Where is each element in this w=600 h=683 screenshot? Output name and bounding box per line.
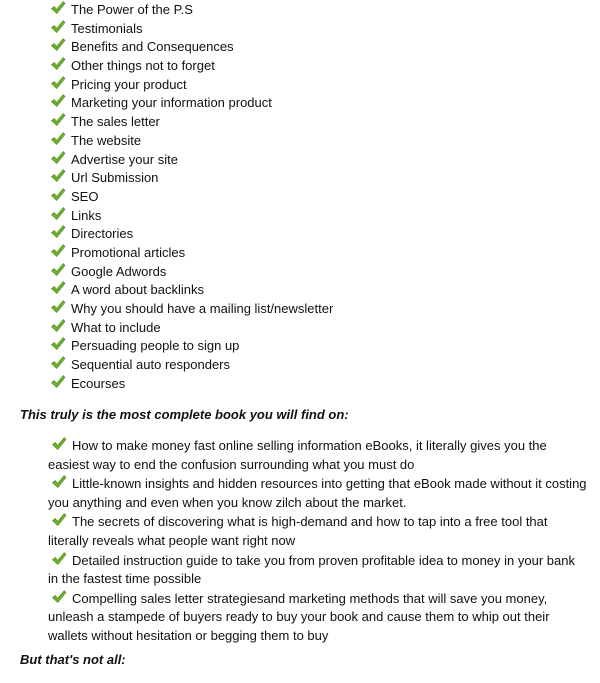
list-item	[50, 112, 333, 131]
list-item-label: Other things not to forget	[71, 58, 215, 74]
list-item	[50, 318, 333, 337]
checkmark-icon	[50, 336, 66, 352]
checkmark-icon	[50, 187, 66, 203]
checkmark-icon	[50, 0, 66, 16]
list-item-label: Marketing your information product	[71, 95, 272, 111]
list-item	[50, 187, 333, 206]
list-item	[50, 75, 333, 94]
checkmark-icon	[50, 262, 66, 278]
list-item-label: A word about backlinks	[71, 282, 204, 298]
list-item-label: The Power of the P.S	[71, 2, 193, 17]
list-item	[50, 150, 333, 169]
list-item-label: Google Adwords	[71, 263, 167, 279]
list-item	[50, 56, 333, 75]
list-item-label: Benefits and Consequences	[71, 39, 234, 55]
list-item	[50, 280, 333, 299]
checkmark-icon	[51, 551, 67, 567]
list-item-label: The sales letter	[71, 114, 160, 130]
list-item-text: How to make money fast online selling information eBooks, it literally gives you the easiest way to end the confusion surrounding what you must do	[48, 438, 547, 472]
list-item-label: Url Submission	[71, 170, 159, 186]
checkmark-icon	[51, 512, 67, 528]
list-item-text: Compelling sales letter strategiesand marketing methods that will save you money, unleash a stampede of buyers ready to buy your book and cause them to whip out their wallets without hesitation or begging them to buy	[48, 590, 550, 643]
list-item-label: Pricing your product	[71, 76, 187, 92]
list-item	[48, 436, 588, 474]
list-item	[50, 224, 333, 243]
checkmark-icon	[51, 474, 67, 490]
checkmark-icon	[50, 374, 66, 390]
list-item	[50, 299, 333, 318]
list-item	[50, 0, 333, 19]
checkmark-icon	[50, 318, 66, 334]
list-item-label: Links	[71, 207, 102, 223]
list-item	[50, 93, 333, 112]
list-item-label: Why you should have a mailing list/newsletter	[71, 301, 334, 316]
checkmark-icon	[51, 589, 67, 605]
checkmark-icon	[50, 243, 66, 259]
checkmark-icon	[50, 355, 66, 371]
list-item-label: Sequential auto responders	[71, 357, 231, 373]
list-item-label: Persuading people to sign up	[71, 338, 240, 354]
list-item-label: Promotional articles	[71, 244, 186, 260]
list-item	[50, 336, 333, 355]
list-item	[50, 37, 333, 56]
list-item	[48, 512, 588, 550]
benefit-list	[48, 436, 588, 646]
list-item-label: Advertise your site	[71, 151, 178, 167]
list-item-label: SEO	[71, 188, 99, 204]
list-item	[48, 474, 588, 512]
list-item-text: Little-known insights and hidden resources into getting that eBook made without it costing you anything and even when you know zilch about the market.	[48, 476, 587, 510]
list-item-text: The secrets of discovering what is high-demand and how to tap into a free tool that literally reveals what people want right now	[48, 514, 548, 548]
checkmark-icon	[50, 112, 66, 128]
list-item	[50, 262, 333, 281]
checkmark-icon	[50, 56, 66, 72]
checkmark-icon	[50, 37, 66, 53]
list-item	[50, 131, 333, 150]
list-item	[50, 355, 333, 374]
section-heading: But that's not all:	[20, 652, 126, 667]
checkmark-icon	[50, 206, 66, 222]
section-heading: This truly is the most complete book you will find on:	[20, 407, 349, 422]
checkmark-icon	[50, 224, 66, 240]
checkmark-icon	[50, 75, 66, 91]
checkmark-icon	[50, 93, 66, 109]
list-item	[50, 243, 333, 262]
checkmark-icon	[51, 436, 67, 452]
list-item	[50, 19, 333, 38]
checkmark-icon	[50, 168, 66, 184]
checkmark-icon	[50, 19, 66, 35]
topic-checklist	[50, 0, 333, 392]
list-item	[50, 374, 333, 393]
list-item-label: Ecourses	[71, 375, 126, 391]
list-item-label: What to include	[71, 319, 161, 335]
checkmark-icon	[50, 299, 66, 315]
list-item	[48, 551, 588, 589]
checkmark-icon	[50, 150, 66, 166]
list-item-label: Testimonials	[71, 20, 143, 36]
checkmark-icon	[50, 131, 66, 147]
list-item	[50, 206, 333, 225]
list-item-label: Directories	[71, 226, 134, 242]
list-item-label: The website	[71, 132, 142, 148]
checkmark-icon	[50, 280, 66, 296]
list-item-text: Detailed instruction guide to take you from proven profitable idea to money in your bank in the fastest time possible	[48, 552, 575, 587]
list-item	[50, 168, 333, 187]
list-item	[48, 589, 588, 646]
